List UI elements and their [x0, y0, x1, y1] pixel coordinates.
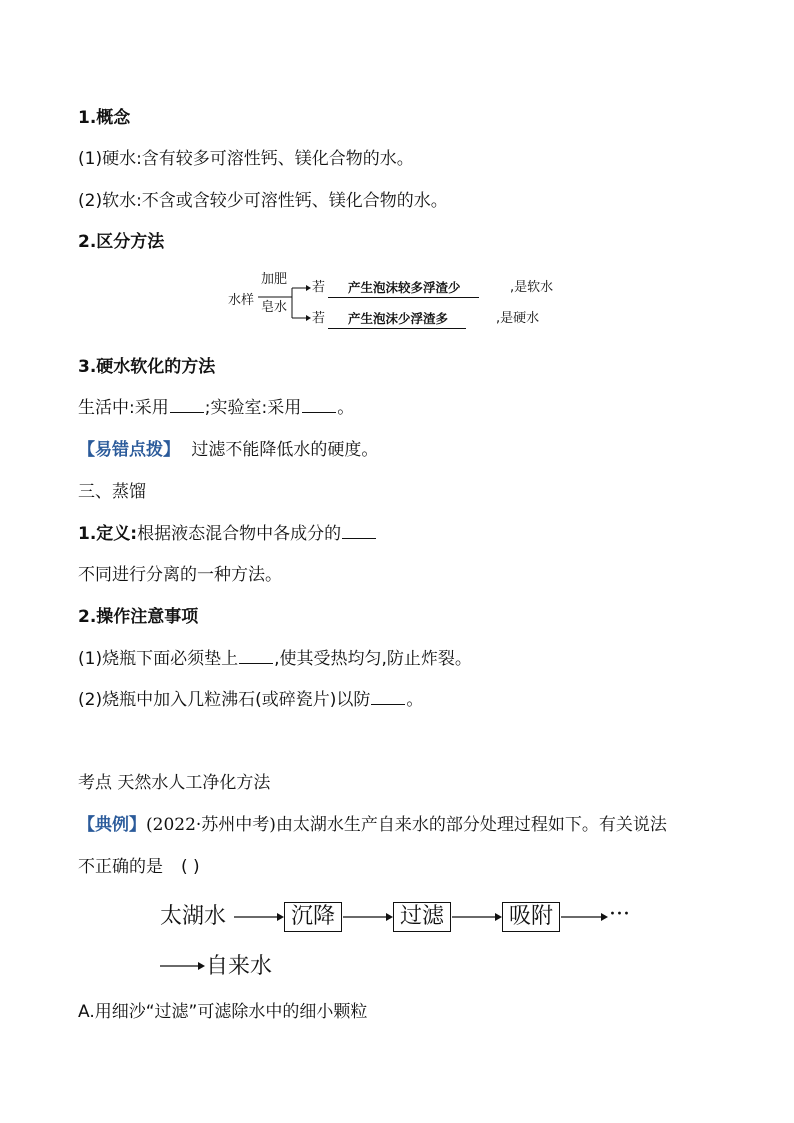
example-text: 由太湖水生产自来水的部分处理过程如下。有关说法	[275, 815, 667, 835]
error-tip-text: 过滤不能降低水的硬度。	[191, 440, 379, 460]
diagram-if-1: 若	[312, 280, 326, 295]
answer-parentheses[interactable]: ( )	[181, 857, 200, 877]
diagram-answer-soft: 产生泡沫较多浮渣少	[328, 280, 479, 298]
flow-step-adsorption: 吸附	[502, 902, 560, 932]
lab-label: ;实验室:采用	[204, 398, 302, 418]
flow-end: 自来水	[206, 954, 273, 979]
flow-step-filtration: 过滤	[393, 902, 451, 932]
example-text-cont: 不正确的是	[78, 857, 163, 877]
hard-water-definition: (1)硬水:含有较多可溶性钙、镁化合物的水。	[78, 149, 414, 169]
op2-prefix: (2)烧瓶中加入几粒沸石(或碎瓷片)以防	[78, 690, 371, 710]
definition-label: 1.定义:	[78, 524, 138, 544]
topic-heading: 考点 天然水人工净化方法	[78, 773, 271, 793]
diagram-add-soap-line2: 皂水	[261, 300, 288, 315]
error-tip-label: 【易错点拨】	[78, 440, 180, 460]
definition-text: 根据液态混合物中各成分的	[137, 524, 342, 544]
daily-life-label: 生活中:采用	[78, 398, 169, 418]
diagram-answer-hard: 产生泡沫少浮渣多	[328, 311, 466, 329]
line-end-punct: 。	[337, 398, 355, 418]
flow-start: 太湖水	[160, 904, 227, 929]
option-a[interactable]: A.用细沙“过滤”可滤除水中的细小颗粒	[78, 1002, 368, 1022]
op1-prefix: (1)烧瓶下面必须垫上	[78, 649, 239, 669]
flow-step-sedimentation: 沉降	[284, 902, 342, 932]
op1-suffix: ,使其受热均匀,防止炸裂。	[274, 649, 472, 669]
diagram-result-hard: ,是硬水	[496, 311, 540, 326]
diagram-result-soft: ,是软水	[510, 280, 554, 295]
distillation-title: 三、蒸馏	[78, 482, 146, 502]
distillation-definition-cont: 不同进行分离的一种方法。	[78, 565, 282, 585]
soft-water-definition: (2)软水:不含或含较少可溶性钙、镁化合物的水。	[78, 191, 448, 211]
diagram-add-soap-line1: 加肥	[261, 272, 288, 287]
section-heading-distinguish: 2.区分方法	[78, 232, 165, 252]
example-label: 【典例】	[78, 815, 146, 835]
diagram-water-sample: 水样	[228, 293, 255, 308]
section-heading-concept: 1.概念	[78, 108, 131, 128]
flow-ellipsis: ···	[609, 902, 630, 927]
section-heading-softening: 3.硬水软化的方法	[78, 357, 216, 377]
example-source: (2022·苏州中考)	[146, 815, 276, 835]
op2-suffix: 。	[406, 690, 424, 710]
diagram-if-2: 若	[312, 311, 326, 326]
operation-notes-heading: 2.操作注意事项	[78, 607, 199, 627]
